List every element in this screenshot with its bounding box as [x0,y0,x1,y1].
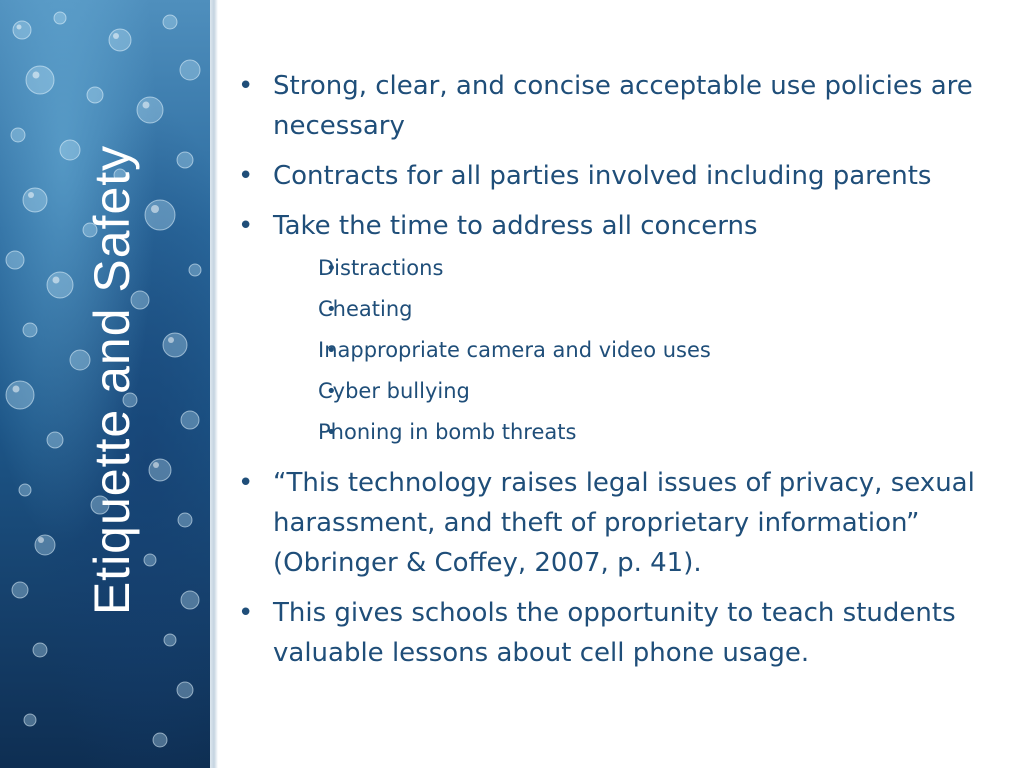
bullet-content [230,66,990,683]
bullet-item [230,593,990,673]
bullet-list [230,66,990,673]
sub-bullet-text: Distractions [318,256,444,280]
bullet-text: • Contracts for all parties involved including parents [273,161,932,191]
bullet-item [230,66,990,146]
sub-bullet-item [273,330,990,371]
bullet-item [230,206,990,453]
bullet-text: • Take the time to address all concerns [273,211,758,241]
sub-bullet-item [273,248,990,289]
bullet-text: • “This technology raises legal issues of privacy, sexual harassment, and theft of proprietary information” (Obringer & Coffey, 2007, p. 41). [273,468,975,578]
slide-title: Etiquette and Safety [84,144,140,616]
sub-bullet-text: Inappropriate camera and video uses [318,338,711,362]
water-bubbles-panel [0,0,210,768]
sub-bullet-text: Cyber bullying [318,379,470,403]
sub-bullet-text: Phoning in bomb threats [318,420,577,444]
bullet-text: • Strong, clear, and concise acceptable use policies are necessary [273,71,973,141]
sub-bullet-text: Cheating [318,297,413,321]
sub-bullet-list [273,248,990,453]
bullet-text: • This gives schools the opportunity to teach students valuable lessons about cell phone usage. [273,598,956,668]
sub-bullet-item [273,371,990,412]
bullet-item [230,156,990,196]
bullet-item [230,463,990,583]
panel-edge [210,0,218,768]
sub-bullet-item [273,412,990,453]
sub-bullet-item [273,289,990,330]
